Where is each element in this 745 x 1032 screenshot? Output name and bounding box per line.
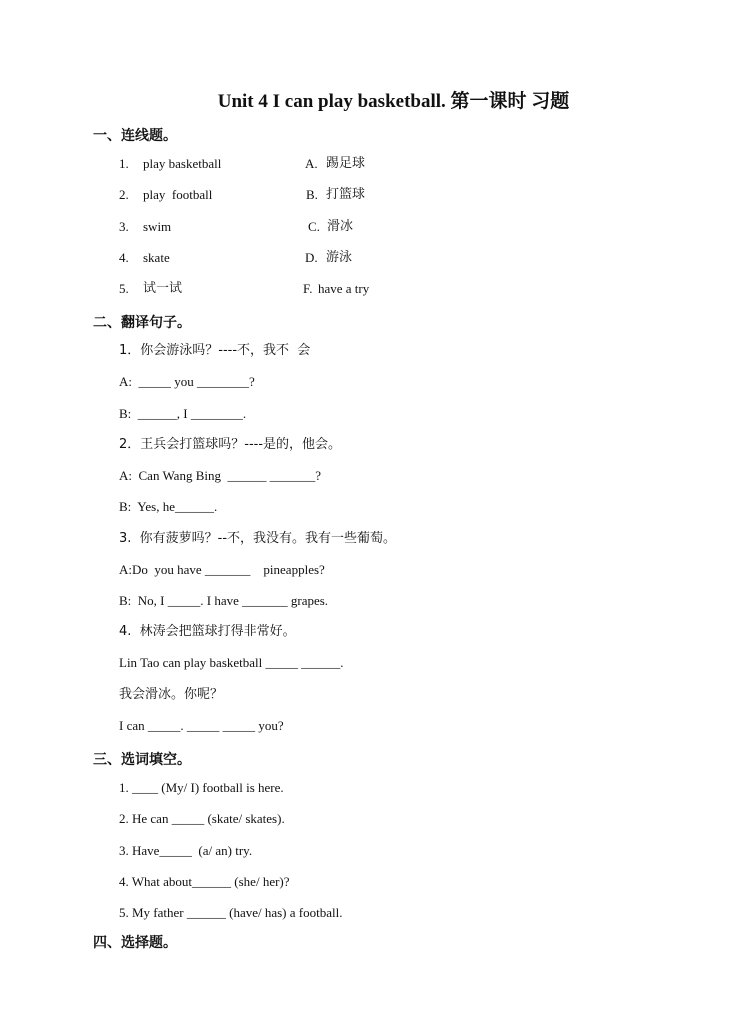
matching-chinese: 游泳 [326, 250, 353, 265]
matching-letter: C. [308, 219, 320, 234]
matching-chinese: 打篮球 [326, 187, 366, 202]
translate-line: Lin Tao can play basketball _____ ______. [119, 655, 344, 670]
translate-line: A: _____ you ________? [119, 374, 255, 389]
matching-letter: A. [305, 156, 318, 171]
translate-line: A: Can Wang Bing ______ _______? [119, 468, 322, 483]
matching-number: 1. [119, 156, 129, 171]
matching-letter: F. [303, 281, 313, 296]
fill-line: 1. ____ (My/ I) football is here. [119, 780, 284, 795]
translate-line: 2．王兵会打篮球吗？----是的，他会。 [119, 437, 342, 452]
fill-line: 4. What about______ (she/ her)? [119, 874, 290, 889]
fill-line: 2. He can _____ (skate/ skates). [119, 811, 285, 826]
section-heading-choice: 四、选择题。 [93, 935, 177, 951]
matching-number: 2. [119, 187, 129, 202]
translate-line: 3. 你有菠萝吗？--不，我没有。我有一些葡萄。 [119, 531, 397, 546]
translate-line: B: Yes, he______. [119, 499, 218, 514]
matching-chinese: have a try [318, 281, 370, 296]
matching-number: 4. [119, 250, 129, 265]
matching-english: play football [143, 187, 213, 202]
translate-line: B: ______, I ________. [119, 406, 247, 421]
matching-letter: D. [305, 250, 318, 265]
translate-line: 4. 林涛会把篮球打得非常好。 [119, 624, 296, 639]
matching-number: 3. [119, 219, 129, 234]
matching-english: play basketball [143, 156, 222, 171]
fill-line: 5. My father ______ (have/ has) a football. [119, 905, 343, 920]
translate-line: B: No, I _____. I have _______ grapes. [119, 593, 329, 608]
matching-letter: B. [306, 187, 318, 202]
section-heading-fill: 三、选词填空。 [93, 752, 191, 768]
matching-chinese: 踢足球 [326, 156, 366, 171]
matching-english: swim [143, 219, 172, 234]
translate-line: A:Do you have _______ pineapples? [119, 562, 325, 577]
section-heading-translate: 二、翻译句子。 [93, 315, 191, 331]
matching-chinese: 滑冰 [327, 219, 354, 234]
section-heading-matching: 一、连线题。 [93, 128, 177, 144]
translate-line: 我会滑冰。你呢？ [119, 687, 224, 702]
matching-english: skate [143, 250, 170, 265]
translate-line: I can _____. _____ _____ you? [119, 718, 284, 733]
fill-line: 3. Have_____ (a/ an) try. [119, 843, 253, 858]
matching-english: 试一试 [143, 281, 183, 296]
translate-line: 1．你会游泳吗？----不，我不 会 [119, 343, 311, 358]
matching-number: 5. [119, 281, 129, 296]
page-title: Unit 4 I can play basketball. 第一课时 习题 [217, 91, 570, 112]
